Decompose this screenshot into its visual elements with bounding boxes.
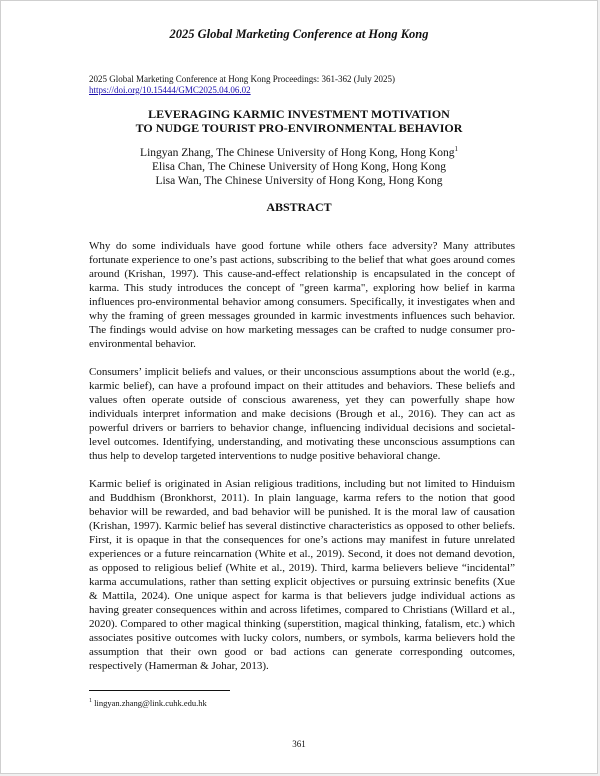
- abstract-heading: ABSTRACT: [266, 200, 332, 214]
- paper-title: [1, 107, 597, 135]
- footnote-number: 1: [89, 698, 92, 705]
- paragraph: Karmic belief is originated in Asian religious traditions, including but not limited to Hinduism and Buddhism (Bronkhorst, 2011). In plain language, karma refers to the notion that good behavior will be rewarded, and bad behavior will be punished. It is the moral law of causation (Krishan, 1997). Karmic belief has several distinctive characteristics as opposed to other beliefs. First, it is opaque in that the consequences for one’s actions may manifest in future unrelated experiences or a future reincarnation (White et al., 2019). Second, it does not demand devotion, as opposed to religious belief (White et al., 2019). Third, karma believers believe “incidental” karma accumulations, rather than setting explicit objectives or pursuing extrinsic benefits (Xue & Mattila, 2024). One unique aspect for karma is that believers judge individual actions as having greater consequences within and across lifetimes, compared to Christians (Willard et al., 2020). Compared to other magical thinking (superstition, magical thinking, fatalism, etc.) which associates positive outcomes with lucky colors, numbers, or symbols, karma believers hold the assumption that their own good or bad actions can generate corresponding outcomes, respectively (Hamerman & Johar, 2013).: [89, 478, 515, 672]
- title-line-1: LEVERAGING KARMIC INVESTMENT MOTIVATION: [148, 107, 450, 121]
- title-line-2: TO NUDGE TOURIST PRO-ENVIRONMENTAL BEHAVIOR: [135, 121, 463, 135]
- proceedings-citation: 2025 Global Marketing Conference at Hong Kong Proceedings: 361-362 (July 2025): [89, 74, 395, 84]
- paragraph: Why do some individuals have good fortune while others face adversity? Many attributes fortunate experience to one’s past actions, subscribing to the belief that what goes around comes around (Krishan, 1997). This cause-and-effect relationship is encapsulated in the concept of karma. This study introduces the concept of "green karma", exploring how belief in karma influences pro-environmental behavior among consumers. Specifically, it investigates when and why the framing of green messages grounded in karmic investments influences such behavior. The findings would advise on how marketing messages can be crafted to nudge consumer pro-environmental behavior.: [89, 240, 515, 350]
- paragraph: Consumers’ implicit beliefs and values, or their unconscious assumptions about the world (e.g., karmic belief), can have a profound impact on their attitudes and behaviors. These beliefs and values often operate outside of conscious awareness, yet they can powerfully shape how individuals interpret information and make decisions (Brough et al., 2016). They can act as powerful drivers or barriers to behavior change, influencing individual decisions and societal-level outcomes. Identifying, understanding, and motivating these unconscious assumptions can thus help to develop targeted interventions to nudge positive behavioral change.: [89, 366, 515, 462]
- footnote-mark: 1: [454, 145, 458, 154]
- running-head: 2025 Global Marketing Conference at Hong Kong: [169, 27, 429, 41]
- abstract-body: [89, 239, 515, 687]
- footnote-divider: [89, 690, 230, 691]
- proceedings-info: [89, 74, 395, 96]
- author-line: Lingyan Zhang, The Chinese University of Hong Kong, Hong Kong$^1$: [140, 145, 458, 159]
- footnote-email: lingyan.zhang@link.cuhk.edu.hk: [94, 698, 207, 708]
- author-line: Elisa Chan, The Chinese University of Hong Kong, Hong Kong: [152, 161, 446, 173]
- doi-link[interactable]: https://doi.org/10.15444/GMC2025.04.06.02: [89, 85, 251, 95]
- footnote: [89, 698, 207, 708]
- author-list: [1, 146, 597, 188]
- author-line: Lisa Wan, The Chinese University of Hong Kong, Hong Kong: [155, 175, 443, 187]
- page-number: 361: [292, 739, 306, 749]
